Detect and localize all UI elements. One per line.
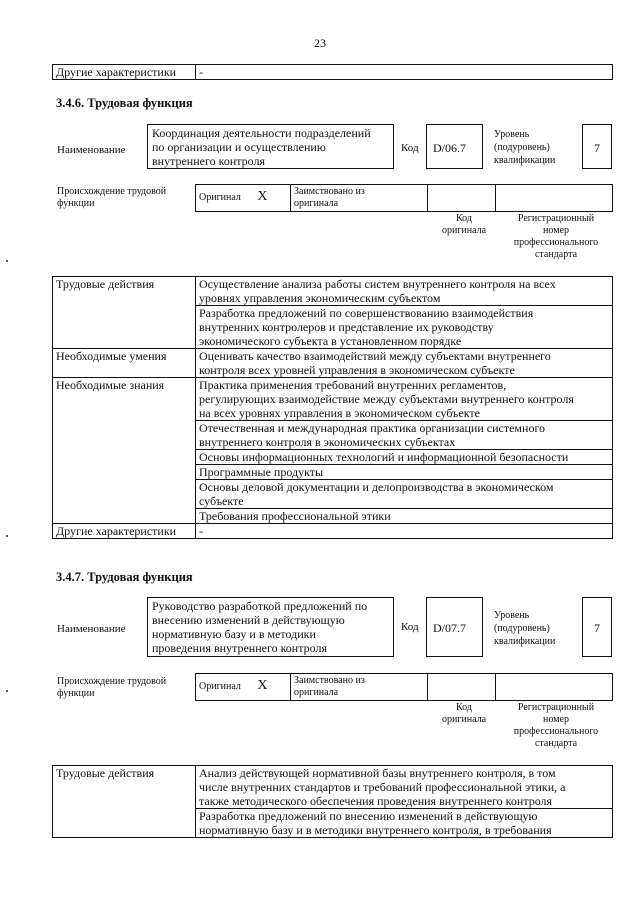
cell-line: уровнях управления экономическим субъектом	[199, 291, 441, 305]
reg-label-line: номер	[543, 225, 569, 236]
origin-label-line: функции	[57, 688, 95, 699]
original-label: Оригинал	[199, 192, 241, 203]
cell-line: внутренних контролеров и представление их руководству	[199, 320, 494, 334]
reg-number-cell	[496, 674, 613, 701]
level-label-line: квалификации	[494, 636, 556, 647]
reg-label-line: Регистрационный	[517, 213, 595, 224]
section-heading-346: 3.4.6. Трудовая функция	[56, 96, 193, 110]
level-label-line: квалификации	[494, 155, 556, 166]
code-orig-line: оригинала	[441, 714, 487, 725]
row-label-labor-actions: Трудовые действия	[53, 277, 196, 349]
level-box-346: 7	[582, 124, 612, 169]
level-label-line: Уровень	[494, 129, 530, 140]
code-box-346: D/06.7	[426, 124, 483, 169]
name-line: Координация деятельности подразделений	[152, 126, 371, 140]
table-cell	[196, 480, 613, 509]
cell-line: Отечественная и международная практика организации системного	[199, 421, 546, 435]
borrowed-cell	[291, 185, 428, 212]
code-orig-label-346	[430, 213, 498, 237]
cell-line: контроля всех уровней управления в экономическом субъекте	[199, 363, 515, 377]
function-table-347	[52, 765, 613, 838]
code-orig-line: оригинала	[441, 225, 487, 236]
top-characteristics-table	[52, 64, 613, 80]
borrowed-cell	[291, 674, 428, 701]
cell-line: числе внутренних стандартов и требований профессиональной этики, а	[199, 780, 566, 794]
top-row-label: Другие характеристики	[53, 65, 196, 80]
level-label-346	[494, 128, 555, 167]
name-line: нормативную базу и в методики	[152, 627, 316, 641]
reg-label-line: профессионального	[513, 237, 599, 248]
reg-label-line: стандарта	[534, 249, 578, 260]
code-orig-cell	[428, 674, 496, 701]
borrowed-label-line: Заимствовано из	[294, 186, 365, 197]
reg-label-346	[499, 213, 613, 261]
level-label-347	[494, 609, 555, 648]
original-cell	[196, 674, 291, 701]
cell-line: нормативную базу и в методики внутреннего контроля, в требования	[199, 823, 552, 837]
cell-line: Разработка предложений по внесению изменений в действующую	[199, 809, 538, 823]
section-heading-347: 3.4.7. Трудовая функция	[56, 570, 193, 584]
cell-line: Основы деловой документации и делопроизводства в экономическом	[199, 480, 554, 494]
code-label-347: Код	[401, 621, 419, 633]
name-line: Руководство разработкой предложений по	[152, 599, 368, 613]
table-cell	[196, 809, 613, 838]
cell-line: регулирующих взаимодействие между субъектами внутреннего контроля	[199, 392, 574, 406]
origin-label-line: функции	[57, 198, 95, 209]
origin-label-347	[57, 676, 166, 700]
table-cell	[196, 306, 613, 349]
table-cell	[196, 421, 613, 450]
level-label-line: Уровень	[494, 610, 530, 621]
reg-number-cell	[496, 185, 613, 212]
cell-line: Практика применения требований внутренних регламентов,	[199, 378, 507, 392]
level-label-line: (подуровень)	[494, 142, 550, 153]
code-orig-cell	[428, 185, 496, 212]
table-cell: Требования профессиональной этики	[196, 509, 613, 524]
page-number: 23	[314, 36, 326, 50]
name-line: внутреннего контроля	[152, 154, 265, 168]
code-orig-label-347	[430, 702, 498, 726]
reg-label-line: стандарта	[534, 738, 578, 749]
level-box-347: 7	[582, 597, 612, 657]
name-line: проведения внутреннего контроля	[152, 641, 327, 655]
code-label-346: Код	[401, 142, 419, 154]
reg-label-line: Регистрационный	[517, 702, 595, 713]
table-cell	[196, 349, 613, 378]
top-row-value: -	[196, 65, 613, 80]
table-cell: -	[196, 524, 613, 539]
name-label-347: Наименование	[57, 623, 126, 635]
function-table-346	[52, 276, 613, 539]
name-box-347	[147, 597, 394, 657]
row-label-knowledge: Необходимые знания	[53, 378, 196, 524]
cell-line: Разработка предложений по совершенствованию взаимодействия	[199, 306, 534, 320]
origin-table-346	[195, 184, 613, 212]
level-label-line: (подуровень)	[494, 623, 550, 634]
borrowed-label-line: оригинала	[294, 687, 339, 698]
origin-label-346	[57, 186, 166, 210]
cell-line: Оценивать качество взаимодействий между субъектами внутреннего	[199, 349, 551, 363]
reg-label-347	[499, 702, 613, 750]
scan-mark	[6, 690, 8, 692]
cell-line: на всех уровнях управления в экономическом субъекте	[199, 406, 480, 420]
name-line: по организации и осуществлению	[152, 140, 326, 154]
original-mark: X	[257, 678, 268, 693]
cell-line: Осуществление анализа работы систем внутреннего контроля на всех	[199, 277, 556, 291]
table-cell	[196, 277, 613, 306]
original-mark: X	[257, 189, 268, 204]
scan-mark	[6, 260, 8, 262]
name-label-346: Наименование	[57, 144, 126, 156]
reg-label-line: профессионального	[513, 726, 599, 737]
original-label: Оригинал	[199, 681, 241, 692]
cell-line: субъекте	[199, 494, 244, 508]
name-box-346	[147, 124, 394, 169]
row-label-labor-actions: Трудовые действия	[53, 766, 196, 838]
cell-line: также методического обеспечения проведения внутреннего контроля	[199, 794, 553, 808]
table-cell	[196, 766, 613, 809]
cell-line: внутреннего контроля в экономических субъектах	[199, 435, 456, 449]
table-cell: Программные продукты	[196, 465, 613, 480]
origin-table-347	[195, 673, 613, 701]
name-line: внесению изменений в действующую	[152, 613, 345, 627]
row-label-skills: Необходимые умения	[53, 349, 196, 378]
code-orig-line: Код	[456, 213, 472, 224]
borrowed-label-line: Заимствовано из	[294, 675, 365, 686]
scan-mark	[6, 535, 8, 537]
cell-line: Анализ действующей нормативной базы внутреннего контроля, в том	[199, 766, 556, 780]
table-cell: Основы информационных технологий и информационной безопасности	[196, 450, 613, 465]
original-cell	[196, 185, 291, 212]
origin-label-line: Происхождение трудовой	[57, 676, 167, 687]
borrowed-label-line: оригинала	[294, 198, 339, 209]
reg-label-line: номер	[543, 714, 569, 725]
origin-label-line: Происхождение трудовой	[57, 186, 167, 197]
row-label-other: Другие характеристики	[53, 524, 196, 539]
cell-line: экономического субъекта в установленном порядке	[199, 334, 462, 348]
code-box-347: D/07.7	[426, 597, 483, 657]
table-cell	[196, 378, 613, 421]
code-orig-line: Код	[456, 702, 472, 713]
